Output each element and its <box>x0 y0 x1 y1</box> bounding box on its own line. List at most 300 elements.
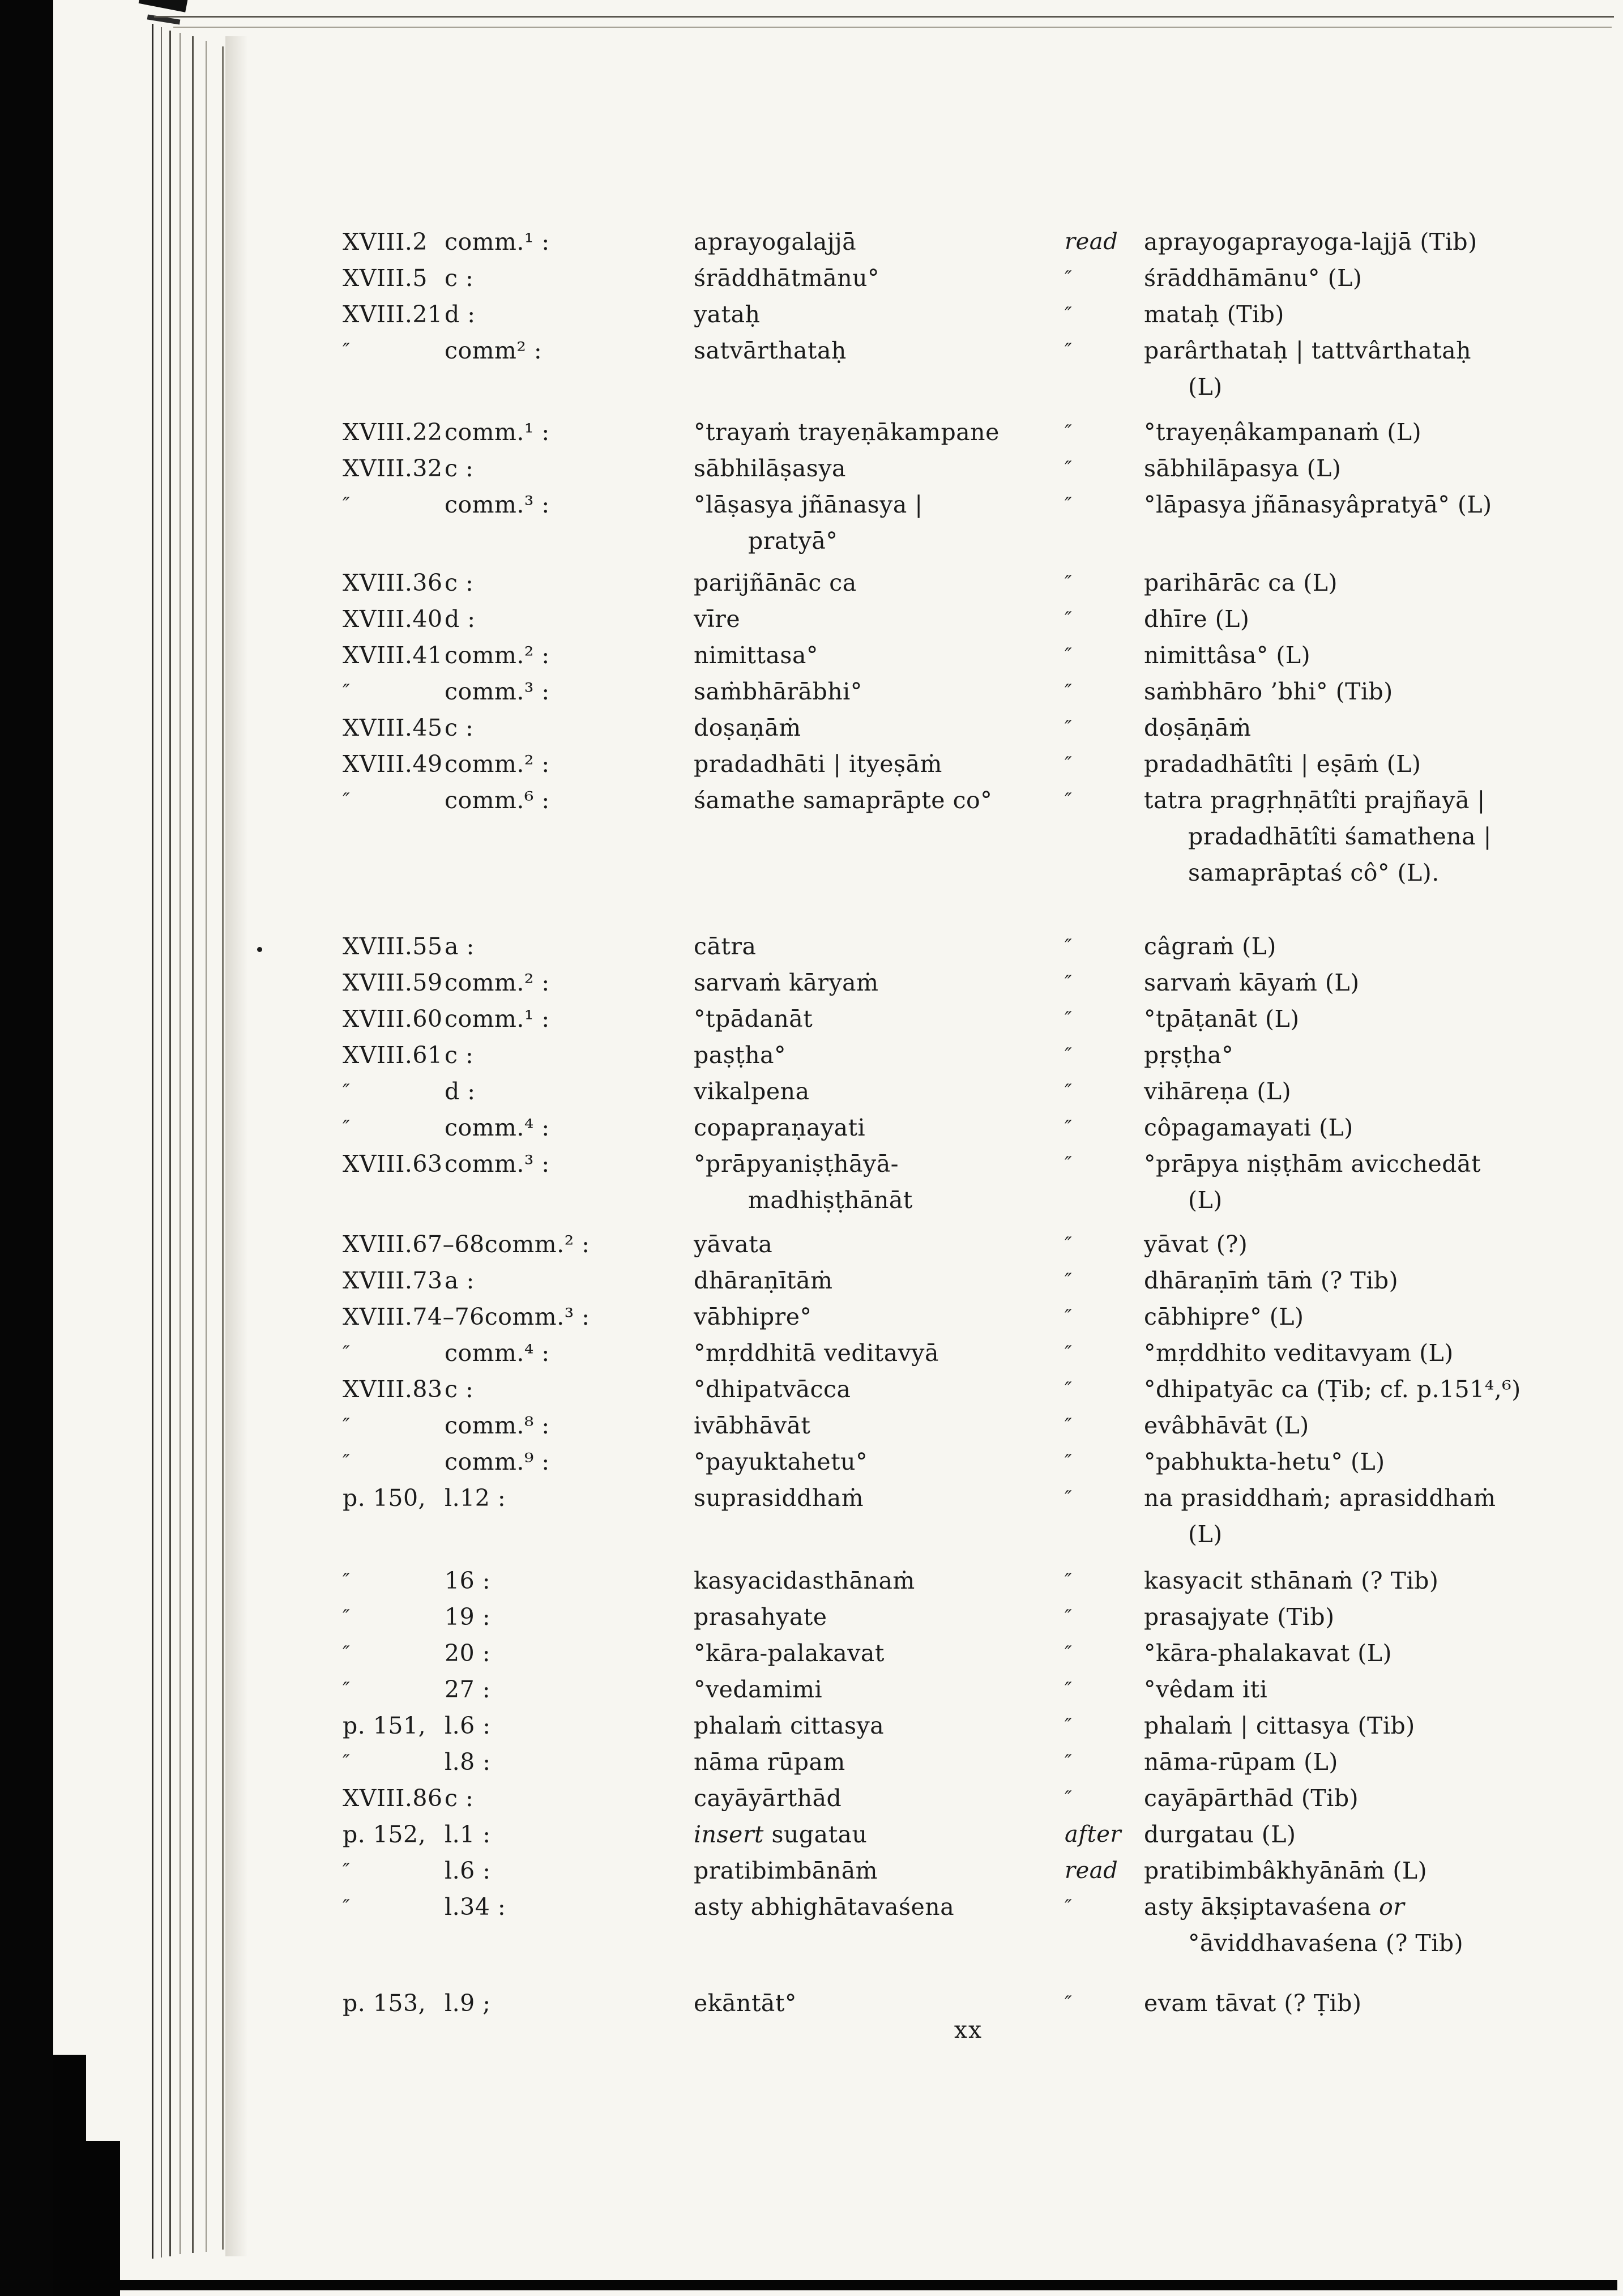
text-line: durgatau (L) <box>1144 1821 1296 1848</box>
errata-row <box>343 332 1594 405</box>
text-line: pratibimbâkhyānāṁ (L) <box>1144 1857 1428 1884</box>
corrected-reading <box>1144 1889 1594 1961</box>
corrected-reading <box>1144 1708 1594 1744</box>
text-line: sābhilāpasya (L) <box>1144 455 1342 482</box>
text-line: śrāddhāmānu° (L) <box>1144 264 1363 292</box>
errata-row <box>343 1816 1594 1853</box>
reference-locator: XVIII.60 <box>343 1005 443 1032</box>
original-reading <box>694 1671 1065 1708</box>
text-line: evam tāvat (? Ṭib) <box>1144 1990 1362 2017</box>
row-reference <box>343 1073 694 1109</box>
scanner-bottom-strip <box>53 2280 1617 2290</box>
reference-part: comm.⁴ : <box>445 1114 550 1141</box>
errata-row <box>343 1226 1594 1262</box>
original-reading <box>694 782 1065 818</box>
text-line: kasyacidasthānaṁ <box>694 1567 915 1594</box>
original-reading <box>694 1335 1065 1371</box>
errata-row <box>343 1599 1594 1635</box>
reference-part: comm.³ : <box>484 1303 590 1330</box>
text-line: câgraṁ (L) <box>1144 933 1276 960</box>
original-reading <box>694 224 1065 260</box>
read-marker: ″ <box>1065 1751 1073 1773</box>
scanner-bottom-block <box>53 2141 120 2296</box>
original-reading <box>694 332 1065 369</box>
errata-row <box>343 1371 1594 1407</box>
original-reading <box>694 710 1065 746</box>
page-edge-line <box>222 46 224 2250</box>
reference-locator: ″ <box>343 1606 351 1628</box>
corrected-reading <box>1144 1780 1594 1816</box>
text-line: pradadhātîti śamathena | <box>1188 823 1492 850</box>
corrected-reading <box>1144 965 1594 1001</box>
page-edge-line <box>152 24 153 2259</box>
errata-row <box>343 450 1594 486</box>
original-reading <box>694 260 1065 296</box>
reference-locator: XVIII.40 <box>343 605 443 633</box>
read-marker: ″ <box>1065 1269 1073 1292</box>
text-line: saṁbhāro ’bhi° (Tib) <box>1144 678 1393 705</box>
row-reference <box>343 1744 694 1780</box>
scanner-bottom-block <box>53 2055 86 2141</box>
text-line: °mṛddhitā veditavyā <box>694 1339 939 1367</box>
corrected-reading <box>1144 332 1594 405</box>
corrected-reading <box>1144 1480 1594 1552</box>
row-reference <box>343 1480 694 1516</box>
reference-part: l.1 : <box>445 1821 491 1848</box>
reference-part: comm.² : <box>445 750 550 778</box>
text-line: (L) <box>1188 1187 1223 1214</box>
original-reading <box>694 1037 1065 1073</box>
text-line: (L) <box>1188 373 1223 400</box>
reference-locator: XVIII.63 <box>343 1150 443 1177</box>
row-reference <box>343 332 694 369</box>
corrected-reading <box>1144 296 1594 332</box>
reference-locator: ″ <box>343 1642 351 1665</box>
row-reference <box>343 746 694 782</box>
read-marker: ″ <box>1065 1569 1073 1592</box>
reference-part: c : <box>445 1042 474 1069</box>
read-marker: ″ <box>1065 971 1073 994</box>
reference-locator: XVIII.36 <box>343 569 443 596</box>
errata-row <box>343 928 1594 965</box>
errata-row <box>343 1853 1594 1889</box>
page-edge-line <box>192 36 194 2253</box>
read-marker: ″ <box>1065 1642 1073 1665</box>
text-line: aprayogalajjā <box>694 228 857 255</box>
reference-part: l.6 : <box>445 1857 491 1884</box>
read-marker: ″ <box>1065 571 1073 594</box>
row-reference <box>343 1001 694 1037</box>
reference-locator: XVIII.59 <box>343 969 443 996</box>
text-line: prasahyate <box>694 1603 827 1631</box>
row-reference <box>343 928 694 965</box>
reference-part: d : <box>445 1078 476 1105</box>
read-marker: ″ <box>1065 1450 1073 1473</box>
original-reading <box>694 1146 1065 1218</box>
scanner-edge-bar <box>0 0 53 2296</box>
text-line: parihārāc ca (L) <box>1144 569 1338 596</box>
corrected-reading <box>1144 673 1594 710</box>
errata-row <box>343 1109 1594 1146</box>
corrected-reading <box>1144 486 1594 523</box>
row-reference <box>343 782 694 818</box>
reference-part: l.34 : <box>445 1893 506 1921</box>
read-marker: ″ <box>1065 1992 1073 2015</box>
text-line: °lāpasya jñānasyâpratyā° (L) <box>1144 491 1492 518</box>
text-line: °trayaṁ trayeṇākampane <box>694 419 1000 446</box>
row-reference <box>343 1816 694 1853</box>
text-line: °dhipatvācca <box>694 1376 851 1403</box>
reference-part: comm.² : <box>445 642 550 669</box>
text-line: °prāpyaniṣṭhāyā- <box>694 1150 899 1177</box>
original-reading <box>694 746 1065 782</box>
read-marker: ″ <box>1065 1678 1073 1701</box>
reference-locator: XVIII.41 <box>343 642 443 669</box>
read-marker: ″ <box>1065 1787 1073 1810</box>
corrected-reading <box>1144 1635 1594 1671</box>
read-marker: read <box>1065 229 1118 255</box>
reference-locator: XVIII.2 <box>343 228 428 255</box>
read-marker: ″ <box>1065 1080 1073 1103</box>
row-reference <box>343 637 694 673</box>
errata-row <box>343 637 1594 673</box>
row-reference <box>343 1780 694 1816</box>
original-reading <box>694 1226 1065 1262</box>
errata-row <box>343 565 1594 601</box>
text-line: °āviddhavaśena (? Tib) <box>1188 1930 1464 1957</box>
row-reference <box>343 1853 694 1889</box>
row-reference <box>343 1037 694 1073</box>
corrected-reading <box>1144 1335 1594 1371</box>
read-marker: ″ <box>1065 1153 1073 1175</box>
reference-locator: ″ <box>343 1450 351 1473</box>
original-reading <box>694 1780 1065 1816</box>
reference-locator: ″ <box>343 789 351 812</box>
text-line: asty ākṣiptavaśena or <box>1144 1893 1405 1921</box>
original-reading <box>694 1407 1065 1444</box>
original-reading <box>694 296 1065 332</box>
read-marker: ″ <box>1065 457 1073 480</box>
reference-locator: ″ <box>343 1859 351 1882</box>
corrected-reading <box>1144 565 1594 601</box>
original-reading <box>694 414 1065 450</box>
text-line: dhāraṇītāṁ <box>694 1267 833 1294</box>
original-reading <box>694 1073 1065 1109</box>
read-marker: ″ <box>1065 1044 1073 1066</box>
original-reading <box>694 1816 1065 1853</box>
row-reference <box>343 1109 694 1146</box>
row-reference <box>343 710 694 746</box>
text-line: doṣaṇāṁ <box>694 714 801 741</box>
text-line: °trayeṇâkampanaṁ (L) <box>1144 419 1422 446</box>
text-line: suprasiddhaṁ <box>694 1484 864 1512</box>
errata-row <box>343 1480 1594 1552</box>
reference-part: comm.⁴ : <box>445 1339 550 1367</box>
corrected-reading <box>1144 414 1594 450</box>
read-marker: ″ <box>1065 1305 1073 1328</box>
text-line: °prāpya niṣṭhām avicchedāt <box>1144 1150 1481 1177</box>
errata-row <box>343 1635 1594 1671</box>
read-marker: ″ <box>1065 753 1073 775</box>
text-line: dhīre (L) <box>1144 605 1250 633</box>
corrected-reading <box>1144 1563 1594 1599</box>
errata-row <box>343 1073 1594 1109</box>
text-line: evâbhāvāt (L) <box>1144 1412 1309 1439</box>
reference-locator: XVIII.86 <box>343 1785 443 1812</box>
reference-part: comm.⁹ : <box>445 1448 550 1475</box>
page-top-edge-line <box>154 16 1614 18</box>
reference-part: comm.³ : <box>445 1150 550 1177</box>
errata-row <box>343 710 1594 746</box>
text-line: dhāraṇīṁ tāṁ (? Tib) <box>1144 1267 1399 1294</box>
row-reference <box>343 673 694 710</box>
row-reference <box>343 1635 694 1671</box>
text-line: °tpādanāt <box>694 1005 813 1032</box>
reference-part: c : <box>445 455 474 482</box>
reference-part: a : <box>445 933 475 960</box>
row-reference <box>343 1444 694 1480</box>
reference-part: comm.³ : <box>445 678 550 705</box>
reference-part: l.6 : <box>445 1712 491 1739</box>
row-reference <box>343 450 694 486</box>
read-marker: ″ <box>1065 789 1073 812</box>
errata-row <box>343 1889 1594 1961</box>
row-reference <box>343 296 694 332</box>
page-edge-line <box>161 27 162 2257</box>
errata-row <box>343 1671 1594 1708</box>
reference-part: c : <box>445 1785 474 1812</box>
text-line: (L) <box>1188 1521 1223 1548</box>
text-line: copapraṇayati <box>694 1114 866 1141</box>
errata-row <box>343 782 1594 891</box>
row-reference <box>343 965 694 1001</box>
original-reading <box>694 450 1065 486</box>
text-line: na prasiddhaṁ; aprasiddhaṁ <box>1144 1484 1496 1512</box>
row-reference <box>343 601 694 637</box>
reference-locator: ″ <box>343 339 351 362</box>
read-marker: ″ <box>1065 421 1073 443</box>
text-line: cātra <box>694 933 757 960</box>
text-line: sarvaṁ kāryaṁ <box>694 969 879 996</box>
original-reading <box>694 1889 1065 1925</box>
corrected-reading <box>1144 1073 1594 1109</box>
corrected-reading <box>1144 1001 1594 1037</box>
text-line: cayāpārthād (Tib) <box>1144 1785 1359 1812</box>
row-reference <box>343 1335 694 1371</box>
reference-part: d : <box>445 301 476 328</box>
reference-locator: ″ <box>343 1896 351 1918</box>
text-line: vikalpena <box>694 1078 810 1105</box>
text-line: pṛṣṭha° <box>1144 1042 1234 1069</box>
text-line: vīre <box>694 605 741 633</box>
text-line: pratyā° <box>748 527 838 554</box>
reference-locator: XVIII.67–68 <box>343 1231 485 1258</box>
row-reference <box>343 414 694 450</box>
read-marker: ″ <box>1065 339 1073 362</box>
text-line: yataḥ <box>694 301 761 328</box>
reference-locator: XVIII.21 <box>343 301 443 328</box>
text-line: asty abhighātavaśena <box>694 1893 955 1921</box>
corrected-reading <box>1144 710 1594 746</box>
errata-table <box>343 224 1594 2021</box>
text-line: saṁbhārābhi° <box>694 678 862 705</box>
text-line: nāma rūpam <box>694 1748 845 1776</box>
original-reading <box>694 1635 1065 1671</box>
row-reference <box>343 486 694 523</box>
reference-locator: XVIII.5 <box>343 264 428 292</box>
row-reference <box>343 1262 694 1299</box>
text-line: nimittasa° <box>694 642 818 669</box>
reference-locator: p. 150, <box>343 1484 426 1512</box>
corrected-reading <box>1144 1444 1594 1480</box>
reference-locator: XVIII.45 <box>343 714 443 741</box>
reference-locator: XVIII.22 <box>343 419 443 446</box>
errata-row <box>343 965 1594 1001</box>
corrected-reading <box>1144 224 1594 260</box>
original-reading <box>694 928 1065 965</box>
errata-row <box>343 414 1594 450</box>
text-line: satvārthataḥ <box>694 337 847 364</box>
reference-part: comm.² : <box>484 1231 590 1258</box>
errata-row <box>343 260 1594 296</box>
reference-locator: ″ <box>343 493 351 516</box>
corrected-reading <box>1144 1671 1594 1708</box>
original-reading <box>694 1563 1065 1599</box>
corrected-reading <box>1144 260 1594 296</box>
corrected-reading <box>1144 1109 1594 1146</box>
corrected-reading <box>1144 1299 1594 1335</box>
text-line: °dhipatyāc ca (Ṭib; cf. p.151⁴,⁶) <box>1144 1376 1521 1403</box>
reference-locator: ″ <box>343 1569 351 1592</box>
reference-locator: XVIII.83 <box>343 1376 443 1403</box>
read-marker: ″ <box>1065 493 1073 516</box>
reference-locator: p. 152, <box>343 1821 426 1848</box>
original-reading <box>694 1299 1065 1335</box>
text-line: madhiṣṭhānāt <box>748 1187 913 1214</box>
original-reading <box>694 1001 1065 1037</box>
row-reference <box>343 224 694 260</box>
corrected-reading <box>1144 928 1594 965</box>
text-line: samaprāptaś cô° (L). <box>1188 859 1440 886</box>
text-line: pradadhāti | ityeṣāṁ <box>694 750 942 778</box>
row-reference <box>343 260 694 296</box>
text-line: °vedamimi <box>694 1676 823 1703</box>
original-reading <box>694 965 1065 1001</box>
read-marker: ″ <box>1065 1606 1073 1628</box>
text-line: paṣṭha° <box>694 1042 787 1069</box>
reference-locator: XVIII.49 <box>343 750 443 778</box>
text-line: yāvata <box>694 1231 773 1258</box>
read-marker: ″ <box>1065 267 1073 289</box>
original-reading <box>694 1708 1065 1744</box>
reference-part: c : <box>445 1376 474 1403</box>
reference-part: l.12 : <box>445 1484 506 1512</box>
reference-part: comm.¹ : <box>445 1005 550 1032</box>
page-number: xx <box>954 2016 983 2043</box>
original-reading <box>694 1853 1065 1889</box>
reference-part: comm.³ : <box>445 491 550 518</box>
errata-row <box>343 1335 1594 1371</box>
reference-locator: XVIII.61 <box>343 1042 443 1069</box>
corrected-reading <box>1144 1226 1594 1262</box>
errata-row <box>343 296 1594 332</box>
reference-part: d : <box>445 605 476 633</box>
page-curve-shadow <box>225 36 248 2256</box>
row-reference <box>343 1226 694 1262</box>
row-reference <box>343 1563 694 1599</box>
corrected-reading <box>1144 782 1594 891</box>
read-marker: ″ <box>1065 1896 1073 1918</box>
page-corner-mark <box>139 0 188 12</box>
text-line: phalaṁ cittasya <box>694 1712 885 1739</box>
errata-row <box>343 1407 1594 1444</box>
reference-locator: ″ <box>343 1678 351 1701</box>
errata-row <box>343 1744 1594 1780</box>
original-reading <box>694 1371 1065 1407</box>
row-reference <box>343 1299 694 1335</box>
text-line: prasajyate (Tib) <box>1144 1603 1335 1631</box>
read-marker: ″ <box>1065 1233 1073 1256</box>
reference-part: c : <box>445 264 474 292</box>
read-marker: read <box>1065 1858 1118 1884</box>
reference-locator: p. 151, <box>343 1712 426 1739</box>
original-reading <box>694 565 1065 601</box>
reference-part: comm.² : <box>445 969 550 996</box>
text-line: °tpāṭanāt (L) <box>1144 1005 1300 1032</box>
text-line: tatra pragṛhṇātîti prajñayā | <box>1144 787 1485 814</box>
reference-part: comm² : <box>445 337 543 364</box>
text-line: mataḥ (Tib) <box>1144 301 1284 328</box>
row-reference <box>343 1146 694 1182</box>
original-reading <box>694 1262 1065 1299</box>
corrected-reading <box>1144 1816 1594 1853</box>
errata-row <box>343 746 1594 782</box>
text-line: śamathe samaprāpte co° <box>694 787 993 814</box>
row-reference <box>343 1889 694 1925</box>
text-line: sābhilāṣasya <box>694 455 846 482</box>
text-line: sarvaṁ kāyaṁ (L) <box>1144 969 1360 996</box>
reference-part: l.8 : <box>445 1748 491 1776</box>
text-line: cayāyārthād <box>694 1785 842 1812</box>
text-line: doṣāṇāṁ <box>1144 714 1252 741</box>
text-line: °mṛddhito veditavyam (L) <box>1144 1339 1454 1367</box>
reference-part: comm.¹ : <box>445 228 550 255</box>
corrected-reading <box>1144 746 1594 782</box>
scan-speck <box>257 947 262 952</box>
text-line: parârthataḥ | tattvârthataḥ <box>1144 337 1472 364</box>
read-marker: ″ <box>1065 608 1073 630</box>
read-marker: ″ <box>1065 1342 1073 1364</box>
original-reading <box>694 637 1065 673</box>
reference-locator: ″ <box>343 1414 351 1437</box>
text-line: ekāntāt° <box>694 1990 797 2017</box>
read-marker: ″ <box>1065 1378 1073 1401</box>
corrected-reading <box>1144 450 1594 486</box>
corrected-reading <box>1144 1599 1594 1635</box>
original-reading <box>694 1444 1065 1480</box>
corrected-reading <box>1144 637 1594 673</box>
corrected-reading <box>1144 1371 1594 1407</box>
text-line: pradadhātîti | eṣāṁ (L) <box>1144 750 1421 778</box>
page-top-edge-line <box>173 27 1612 28</box>
text-line: °pabhukta-hetu° (L) <box>1144 1448 1385 1475</box>
corrected-reading <box>1144 1744 1594 1780</box>
row-reference <box>343 1599 694 1635</box>
reference-locator: p. 153, <box>343 1990 426 2017</box>
text-line: nimittâsa° (L) <box>1144 642 1311 669</box>
reference-part: c : <box>445 714 474 741</box>
text-line: °lāṣasya jñānasya | <box>694 491 923 518</box>
